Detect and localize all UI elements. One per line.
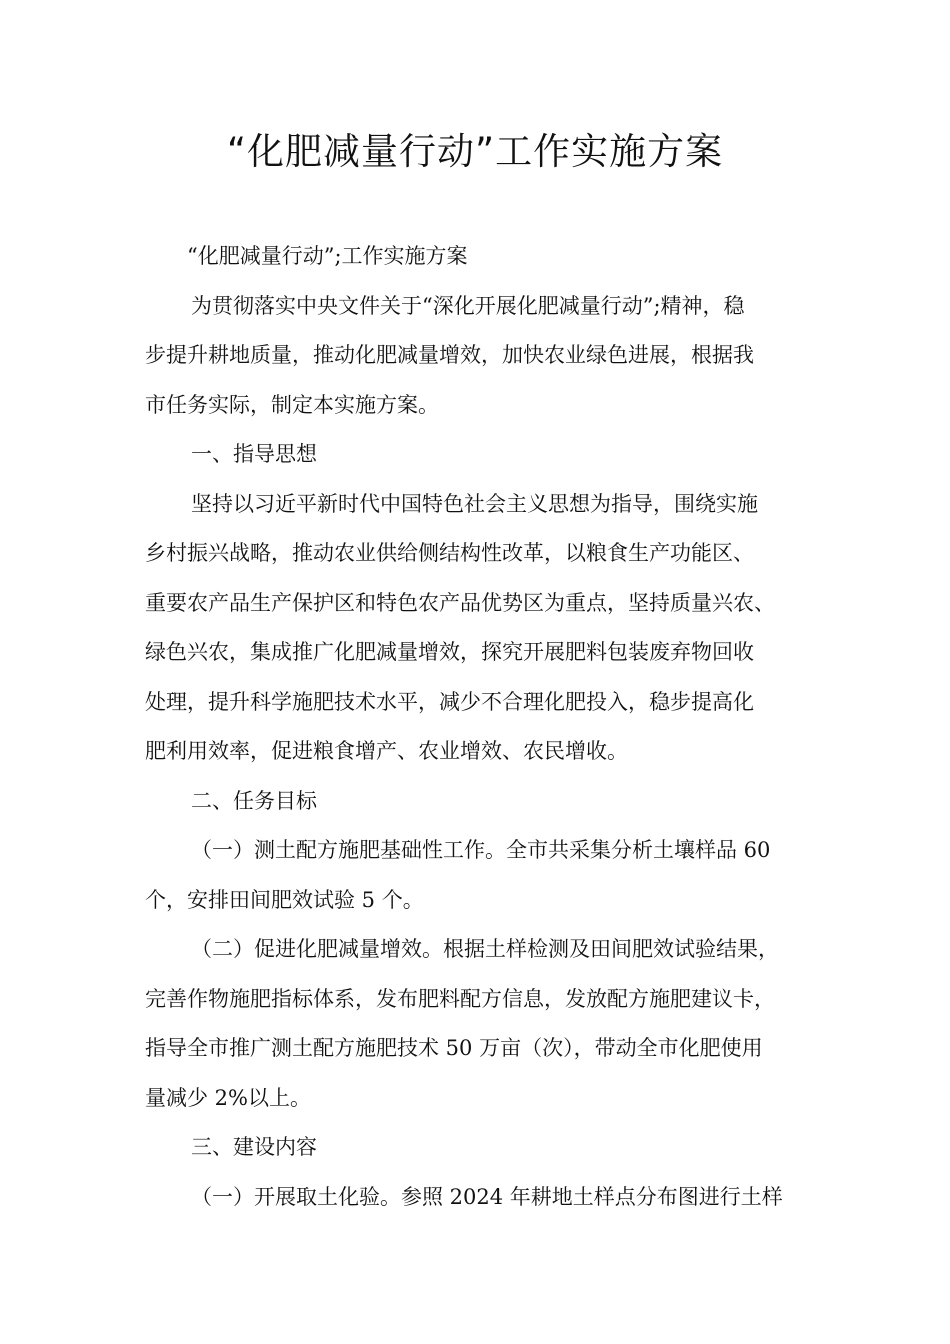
section-heading-text: 三、建设内容 [191, 1135, 317, 1159]
subtitle-text: “化肥减量行动”;工作实施方案 [187, 244, 468, 268]
task-goal-item-2 [145, 925, 815, 1123]
construction-item-1 [145, 1173, 815, 1223]
intro-line: 为贯彻落实中央文件关于“深化开展化肥减量行动”;精神，稳 [191, 293, 745, 318]
paragraph-line: 指导全市推广测土配方施肥技术 50 万亩（次），带动全市化肥使用 [145, 1036, 763, 1060]
document-body [145, 232, 815, 1222]
paragraph-line: 量减少 2%以上。 [145, 1085, 311, 1110]
paragraph-line: 坚持以习近平新时代中国特色社会主义思想为指导，围绕实施 [191, 491, 758, 516]
section-heading-text: 二、任务目标 [191, 788, 317, 813]
paragraph-line: 个，安排田间肥效试验 5 个。 [145, 887, 424, 912]
paragraph-line: 处理，提升科学施肥技术水平，减少不合理化肥投入，稳步提高化 [145, 689, 754, 714]
intro-paragraph [145, 282, 815, 431]
paragraph-line: 完善作物施肥指标体系，发布肥料配方信息，发放配方施肥建议卡， [145, 986, 775, 1011]
task-goal-item-1 [145, 826, 815, 925]
section-heading-text: 一、指导思想 [191, 442, 317, 466]
intro-line: 步提升耕地质量，推动化肥减量增效，加快农业绿色进展，根据我 [145, 343, 754, 367]
paragraph-line: （一）测土配方施肥基础性工作。全市共采集分析土壤样品 60 [191, 838, 771, 862]
paragraph-line: （一）开展取土化验。参照 2024 年耕地土样点分布图进行土样 [191, 1184, 783, 1209]
paragraph-line: （二）促进化肥减量增效。根据土样检测及田间肥效试验结果， [191, 937, 779, 961]
guiding-ideology-paragraph [145, 480, 815, 777]
section-heading-task-goals [145, 777, 815, 827]
intro-line: 市任务实际，制定本实施方案。 [145, 392, 439, 417]
paragraph-line: 乡村振兴战略，推动农业供给侧结构性改革，以粮食生产功能区、 [145, 541, 754, 565]
paragraph-line: 肥利用效率，促进粮食增产、农业增效、农民增收。 [145, 739, 628, 763]
document-title: “化肥减量行动”工作实施方案 [226, 130, 724, 173]
paragraph-line: 重要农产品生产保护区和特色农产品优势区为重点，坚持质量兴农、 [145, 590, 775, 615]
section-heading-construction-content [145, 1123, 815, 1173]
section-heading-guiding-ideology [145, 430, 815, 480]
paragraph-line: 绿色兴农，集成推广化肥减量增效，探究开展肥料包装废弃物回收 [145, 640, 754, 664]
subtitle-paragraph [145, 232, 815, 282]
